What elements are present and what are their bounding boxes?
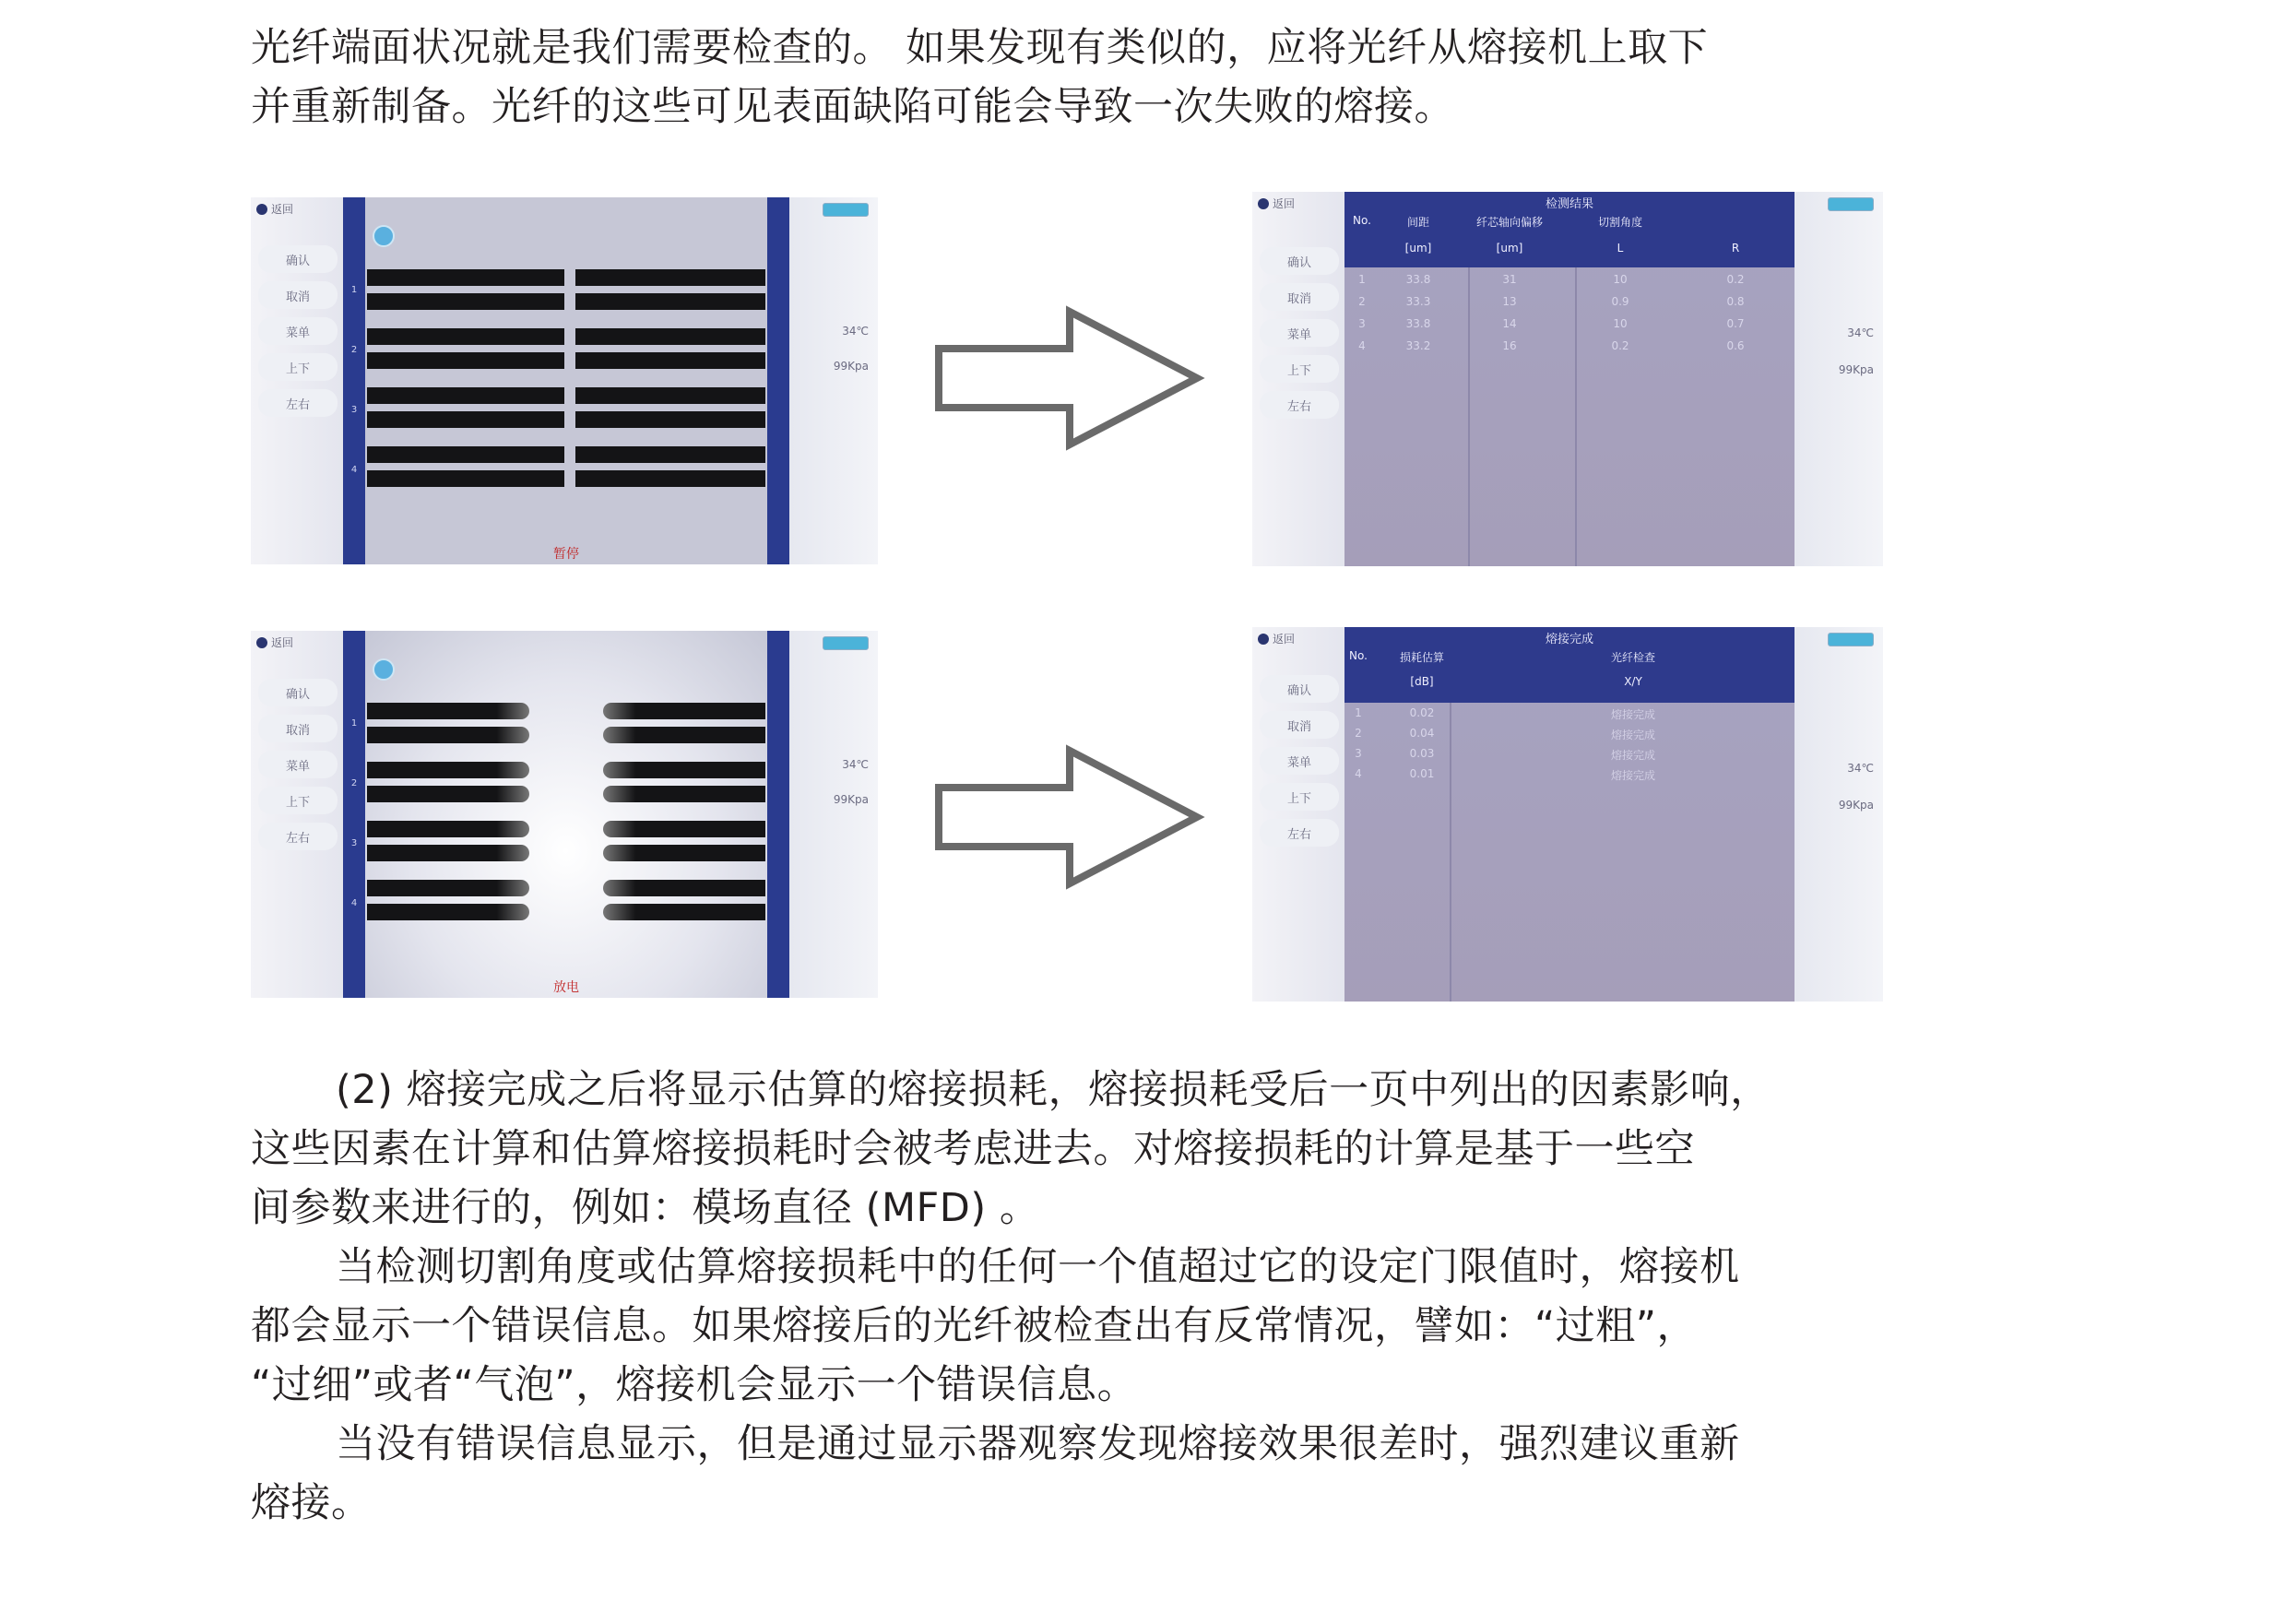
fiber-image: [365, 197, 767, 564]
temperature-readout: 34℃: [1847, 762, 1874, 775]
right-fiber: [575, 387, 765, 404]
table-cell: 0.01: [1409, 767, 1435, 780]
table-header: [1344, 192, 1794, 267]
table-cell: 0.2: [1726, 273, 1745, 286]
lane-number: 2: [350, 778, 358, 788]
text-line: 这些因素在计算和估算熔接损耗时会被考虑进去。对熔接损耗的计算是基于一些空: [251, 1126, 1695, 1172]
right-fiber: [603, 727, 765, 743]
table-title: 检测结果: [1545, 197, 1593, 211]
menu-item-up-down[interactable]: 上下: [258, 787, 338, 814]
text-line: 当没有错误信息显示，但是通过显示器观察发现熔接效果很差时，强烈建议重新: [336, 1421, 1740, 1467]
menu-item-confirm[interactable]: 确认: [258, 245, 338, 273]
table-cell: 3: [1355, 747, 1362, 760]
menu-item-left-right[interactable]: 左右: [1260, 391, 1339, 419]
intro-paragraph: [251, 18, 1883, 136]
right-fiber: [575, 269, 765, 286]
column-unit: [um]: [1404, 242, 1432, 255]
column-unit: L: [1617, 242, 1624, 255]
right-fiber: [603, 703, 765, 719]
lane-number: 3: [350, 838, 358, 848]
column-header: 纤芯轴向偏移: [1475, 216, 1543, 229]
table-cell: 33.3: [1405, 295, 1431, 308]
table-cell: 熔接完成: [1610, 729, 1655, 741]
back-button[interactable]: [256, 201, 293, 217]
left-fiber: [367, 904, 529, 920]
column-header: No.: [1353, 214, 1371, 227]
column-header: 切割角度: [1597, 216, 1642, 229]
right-panel: [789, 631, 878, 998]
column-header: 损耗估算: [1399, 651, 1444, 664]
text-line: 间参数来进行的，例如：模场直径 (MFD) 。: [251, 1185, 1040, 1231]
left-fiber: [367, 727, 529, 743]
right-fiber: [575, 352, 765, 369]
right-fiber: [575, 446, 765, 463]
table-cell: 0.6: [1726, 339, 1745, 352]
pressure-readout: 99Kpa: [1838, 799, 1874, 812]
lane-number: 3: [350, 405, 358, 415]
body-paragraphs: [251, 1061, 1883, 1533]
left-panel: [1252, 192, 1344, 566]
column-unit: [1344, 242, 1380, 255]
left-fiber: [367, 446, 564, 463]
right-panel: [789, 197, 878, 564]
column-units: [1344, 242, 1794, 255]
table-row[interactable]: [1344, 727, 1794, 742]
left-fiber: [367, 786, 529, 802]
table-cell: 16: [1502, 339, 1517, 352]
table-cell: 0.03: [1409, 747, 1435, 760]
left-fiber: [367, 821, 529, 837]
status-label: 暂停: [553, 547, 579, 562]
right-fiber: [575, 328, 765, 345]
arrow-right-icon: [931, 743, 1208, 891]
right-fiber: [603, 821, 765, 837]
right-fiber: [575, 293, 765, 310]
table-cell: 1: [1355, 706, 1362, 719]
table-row[interactable]: [1344, 706, 1794, 722]
screen-fiber-view-discharge: [251, 631, 878, 998]
right-fiber: [575, 470, 765, 487]
right-panel: [1794, 192, 1883, 566]
back-label: 返回: [1273, 197, 1296, 210]
lane-number: 1: [350, 285, 358, 295]
left-fiber: [367, 845, 529, 861]
menu-item-menu[interactable]: 菜单: [1260, 747, 1339, 775]
menu-item-left-right[interactable]: 左右: [258, 823, 338, 850]
column-unit: [1344, 675, 1372, 688]
left-panel: [251, 631, 343, 998]
column-header: No.: [1349, 649, 1368, 662]
back-icon: [256, 637, 267, 648]
menu-item-left-right[interactable]: 左右: [1260, 819, 1339, 847]
table-cell: 0.04: [1409, 727, 1435, 740]
fiber-view: [343, 197, 789, 564]
table-cell: 0.9: [1611, 295, 1629, 308]
column-divider: [1575, 267, 1577, 566]
table-cell: 33.2: [1405, 339, 1431, 352]
back-button[interactable]: [1258, 196, 1295, 211]
table-cell: 2: [1355, 727, 1362, 740]
left-fiber: [367, 411, 564, 428]
left-fiber: [367, 387, 564, 404]
table-cell: 13: [1502, 295, 1517, 308]
screen-inspection-results: [1252, 192, 1883, 566]
left-fiber: [367, 352, 564, 369]
right-fiber: [603, 845, 765, 861]
menu-item-confirm[interactable]: 确认: [1260, 675, 1339, 703]
menu-item-menu[interactable]: 菜单: [258, 317, 338, 345]
table-cell: 3: [1358, 317, 1366, 330]
back-button[interactable]: [256, 634, 293, 650]
screen-splice-complete: [1252, 627, 1883, 1002]
menu-item-left-right[interactable]: 左右: [258, 389, 338, 417]
fiber-view: [343, 631, 789, 998]
column-units: [1344, 675, 1794, 688]
temperature-readout: 34℃: [842, 758, 869, 771]
temperature-readout: 34℃: [1847, 326, 1874, 339]
camera-indicator-icon: [373, 658, 395, 681]
table-cell: 熔接完成: [1610, 708, 1655, 721]
column-unit: X/Y: [1624, 675, 1642, 688]
table-cell: 2: [1358, 295, 1366, 308]
table-cell: 熔接完成: [1610, 749, 1655, 762]
fiber-image: [365, 631, 767, 998]
menu-item-cancel[interactable]: 取消: [1260, 711, 1339, 739]
table-title: 熔接完成: [1545, 633, 1593, 646]
text-line: 光纤端面状况就是我们需要检查的。 如果发现有类似的，应将光纤从熔接机上取下: [251, 25, 1709, 71]
menu-item-confirm[interactable]: 确认: [258, 679, 338, 706]
pressure-readout: 99Kpa: [833, 360, 869, 373]
battery-icon: [823, 203, 869, 217]
left-fiber: [367, 470, 564, 487]
left-fiber: [367, 762, 529, 778]
table-cell: 4: [1358, 339, 1366, 352]
splice-results-table: [1344, 627, 1794, 1002]
lane-number: 1: [350, 718, 358, 729]
back-label: 返回: [271, 203, 294, 216]
back-icon: [256, 204, 267, 215]
menu-item-confirm[interactable]: 确认: [1260, 247, 1339, 275]
table-cell: 0.2: [1611, 339, 1629, 352]
arrow-right-icon: [931, 304, 1208, 452]
text-line: (2) 熔接完成之后将显示估算的熔接损耗，熔接损耗受后一页中列出的因素影响，: [336, 1067, 1771, 1113]
screen-fiber-view-paused: [251, 197, 878, 564]
table-cell: 31: [1502, 273, 1517, 286]
column-headers: [1344, 214, 1794, 230]
column-headers: [1344, 649, 1794, 665]
battery-icon: [1828, 633, 1874, 646]
lane-number: 4: [350, 898, 358, 908]
table-row[interactable]: [1344, 273, 1794, 286]
status-label: 放电: [553, 980, 579, 995]
battery-icon: [1828, 197, 1874, 211]
column-header: 光纤检查: [1610, 651, 1655, 664]
back-icon: [1258, 634, 1269, 645]
text-line: 熔接。: [251, 1480, 372, 1526]
side-menu: [258, 245, 338, 425]
right-fiber: [575, 411, 765, 428]
column-header: [1678, 214, 1793, 230]
table-cell: 4: [1355, 767, 1362, 780]
right-fiber: [603, 904, 765, 920]
column-divider: [1468, 267, 1470, 566]
table-row[interactable]: [1344, 295, 1794, 308]
table-header: [1344, 627, 1794, 703]
left-fiber: [367, 880, 529, 896]
table-row[interactable]: [1344, 767, 1794, 783]
menu-item-cancel[interactable]: 取消: [1260, 283, 1339, 311]
menu-item-up-down[interactable]: 上下: [258, 353, 338, 381]
table-cell: 0.02: [1409, 706, 1435, 719]
right-panel: [1794, 627, 1883, 1002]
pressure-readout: 99Kpa: [1838, 363, 1874, 376]
back-icon: [1258, 198, 1269, 209]
menu-item-up-down[interactable]: 上下: [1260, 355, 1339, 383]
left-panel: [251, 197, 343, 564]
side-menu: [1260, 247, 1339, 427]
table-cell: 10: [1613, 273, 1628, 286]
left-fiber: [367, 269, 564, 286]
table-cell: 0.7: [1726, 317, 1745, 330]
left-fiber: [367, 328, 564, 345]
side-menu: [1260, 675, 1339, 855]
column-header: 间距: [1406, 216, 1429, 229]
table-cell: 0.8: [1726, 295, 1745, 308]
battery-icon: [823, 636, 869, 650]
menu-item-menu[interactable]: 菜单: [1260, 319, 1339, 347]
column-unit: R: [1731, 242, 1740, 255]
lane-number: 2: [350, 345, 358, 355]
table-row[interactable]: [1344, 747, 1794, 763]
back-button[interactable]: [1258, 631, 1295, 646]
right-fiber: [603, 762, 765, 778]
menu-item-menu[interactable]: 菜单: [258, 751, 338, 778]
table-row[interactable]: [1344, 339, 1794, 352]
camera-indicator-icon: [373, 225, 395, 247]
left-panel: [1252, 627, 1344, 1002]
table-cell: 14: [1502, 317, 1517, 330]
table-row[interactable]: [1344, 317, 1794, 330]
text-line: 当检测切割角度或估算熔接损耗中的任何一个值超过它的设定门限值时，熔接机: [336, 1244, 1740, 1290]
left-fiber: [367, 703, 529, 719]
text-line: “过细”或者“气泡”，熔接机会显示一个错误信息。: [251, 1362, 1138, 1408]
right-fiber: [603, 880, 765, 896]
right-fiber: [603, 786, 765, 802]
column-unit: [um]: [1496, 242, 1523, 255]
results-table: [1344, 192, 1794, 566]
table-cell: 熔接完成: [1610, 769, 1655, 782]
temperature-readout: 34℃: [842, 325, 869, 338]
menu-item-up-down[interactable]: 上下: [1260, 783, 1339, 811]
table-cell: 33.8: [1405, 273, 1431, 286]
side-menu: [258, 679, 338, 859]
menu-item-cancel[interactable]: 取消: [258, 715, 338, 742]
table-cell: 10: [1613, 317, 1628, 330]
back-label: 返回: [271, 636, 294, 649]
menu-item-cancel[interactable]: 取消: [258, 281, 338, 309]
back-label: 返回: [1273, 633, 1296, 646]
table-cell: 1: [1358, 273, 1366, 286]
table-cell: 33.8: [1405, 317, 1431, 330]
pressure-readout: 99Kpa: [833, 793, 869, 806]
text-line: 并重新制备。光纤的这些可见表面缺陷可能会导致一次失败的熔接。: [251, 84, 1454, 130]
left-fiber: [367, 293, 564, 310]
lane-number: 4: [350, 465, 358, 475]
text-line: 都会显示一个错误信息。如果熔接后的光纤被检查出有反常情况，譬如：“过粗”，: [251, 1303, 1698, 1349]
column-unit: [dB]: [1410, 675, 1434, 688]
